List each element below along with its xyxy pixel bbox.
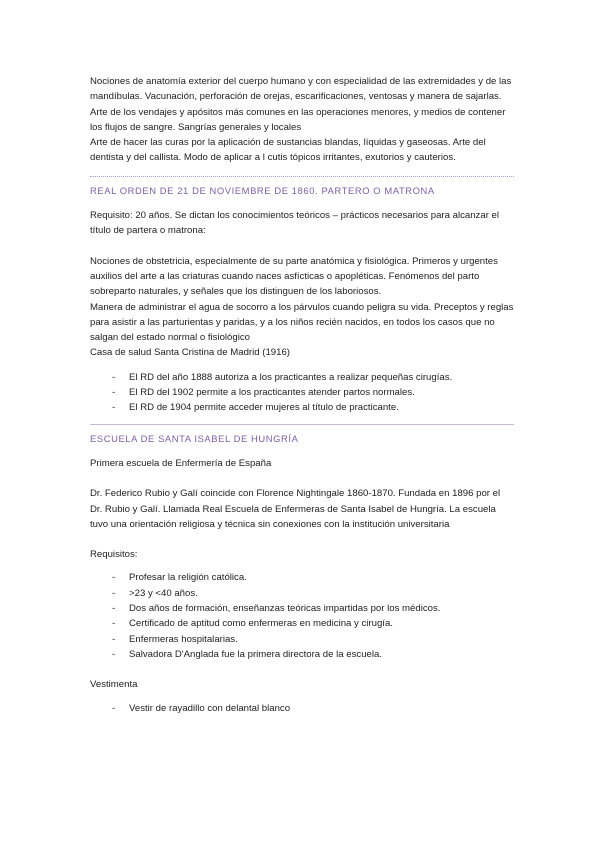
list-item: - >23 y <40 años. — [90, 586, 514, 601]
dash-bullet: - — [112, 371, 116, 383]
list-item: - Enfermeras hospitalarias. — [90, 632, 514, 647]
dash-bullet: - — [112, 618, 116, 630]
section-divider — [90, 424, 514, 425]
document-page — [90, 74, 514, 716]
list-item: - Profesar la religión católica. — [90, 570, 514, 585]
section-heading-real-orden: REAL ORDEN DE 21 DE NOVIEMBRE DE 1860. PARTERO O MATRONA — [90, 184, 435, 196]
dash-bullet: - — [112, 402, 116, 414]
section-divider — [90, 176, 514, 177]
dash-bullet: - — [112, 587, 116, 599]
list-item: - Salvadora D'Anglada fue la primera directora de la escuela. — [90, 647, 514, 662]
list-item: - El RD del año 1888 autoriza a los practicantes a realizar pequeñas cirugías. — [90, 370, 514, 385]
requisito-paragraph: Requisito: 20 años. Se dictan los conocimientos teóricos – prácticos necesarios para alcanzar el título de partera o matrona: — [90, 210, 500, 237]
section-heading-santa-isabel: ESCUELA DE SANTA ISABEL DE HUNGRÍA — [90, 432, 299, 444]
list-item: - Certificado de aptitud como enfermeras en medicina y cirugía. — [90, 616, 514, 631]
dash-bullet: - — [112, 648, 116, 660]
intro-paragraph-1: Nociones de anatomía exterior del cuerpo humano y con especialidad de las extremidades y de las mandíbulas. Vacunación, perforación de orejas, escarificaciones, ventosas y manera de sajarlas. — [90, 76, 512, 103]
subtitle-primera-escuela: Primera escuela de Enfermería de España — [90, 457, 272, 469]
dash-bullet: - — [112, 572, 116, 584]
dash-bullet: - — [112, 603, 116, 615]
obstetricia-paragraph: Nociones de obstetricia, especialmente de su parte anatómica y fisiológica. Primeros y urgentes auxilios del arte a las criaturas cuando naces asfícticas o apopléticas. Fenómenos del parto sobreparto naturales, y señales que los distinguen de los laboriosos. — [90, 255, 498, 298]
dash-bullet: - — [112, 633, 116, 645]
casa-salud-line: Casa de salud Santa Cristina de Madrid (1916) — [90, 347, 290, 359]
list-item: - El RD del 1902 permite a los practicantes atender partos normales. — [90, 385, 514, 400]
intro-paragraph-3: Arte de hacer las curas por la aplicación de sustancias blandas, líquidas y gaseosas. Arte del dentista y del callista. Modo de aplicar a l cutis tópicos irritantes, exutorios y cauterios. — [90, 137, 486, 164]
intro-paragraph-2: Arte de los vendajes y apósitos más comunes en las operaciones menores, y medios de contener los flujos de sangre. Sangrías generales y locales — [90, 106, 506, 133]
list-item: - Dos años de formación, enseñanzas teóricas impartidas por los médicos. — [90, 601, 514, 616]
vestimenta-list — [90, 701, 514, 716]
requisitos-list — [90, 570, 514, 662]
dash-bullet: - — [112, 387, 116, 399]
list-item: - El RD de 1904 permite acceder mujeres al título de practicante. — [90, 400, 514, 415]
requisitos-label: Requisitos: — [90, 549, 138, 561]
rubio-gali-paragraph: Dr. Federico Rubio y Galí coincide con Florence Nightingale 1860-1870. Fundada en 1896 por el Dr. Rubio y Galí. Llamada Real Escuela de Enfermeras de Santa Isabel de Hungría. La escuela tuvo una orientación religiosa y técnica sin conexiones con la institución universitaria — [90, 488, 501, 530]
socorro-paragraph: Manera de administrar el agua de socorro a los párvulos cuando peligra su vida. Preceptos y reglas para asistir a las parturientas y paridas, y a los niños recién nacidos, en todos los casos que no salgan del estado normal o fisiológico — [90, 301, 514, 344]
vestimenta-label: Vestimenta — [90, 679, 138, 691]
list-item: - Vestir de rayadillo con delantal blanco — [90, 701, 514, 716]
rd-list — [90, 370, 514, 416]
dash-bullet: - — [112, 702, 116, 714]
